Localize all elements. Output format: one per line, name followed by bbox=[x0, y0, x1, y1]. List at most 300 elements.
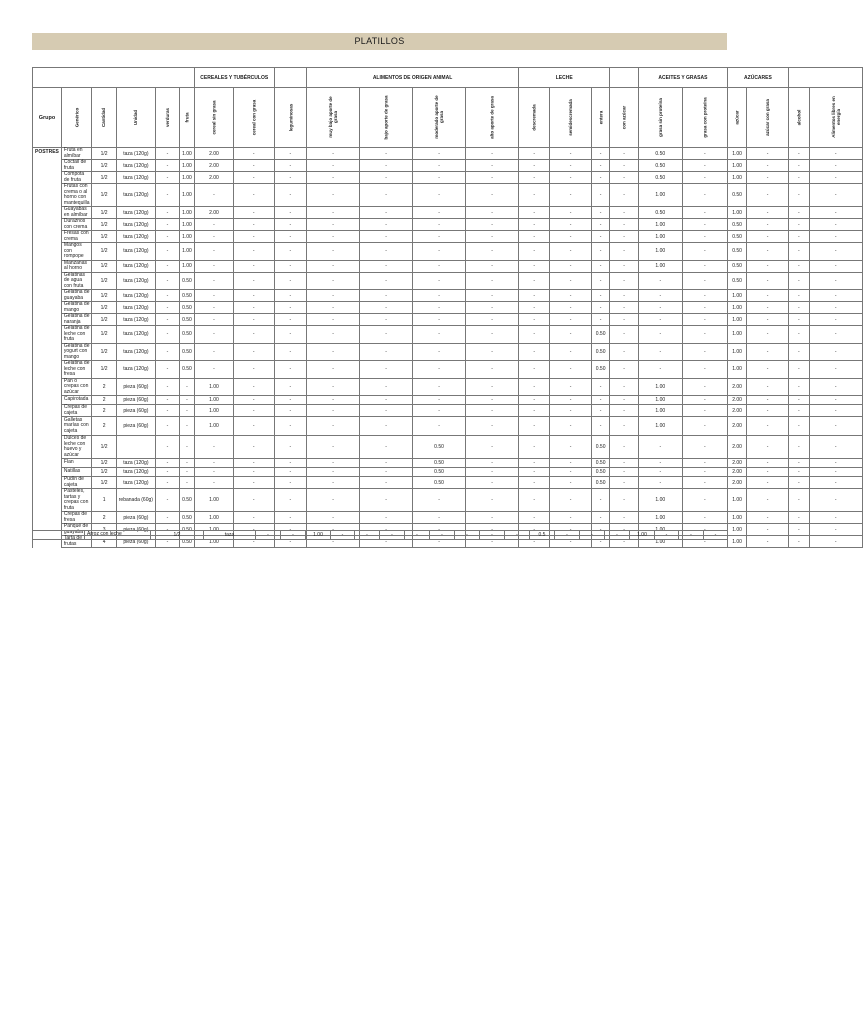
cell-value: - bbox=[682, 536, 727, 548]
cell-value: - bbox=[413, 343, 466, 361]
cell-value: - bbox=[155, 326, 179, 344]
cell-generico: Pan o crepas con azúcar bbox=[61, 378, 92, 396]
cell-value: 1.00 bbox=[179, 260, 194, 272]
cell-value: - bbox=[466, 172, 519, 184]
cell-value: - bbox=[682, 436, 727, 459]
cell-value: - bbox=[274, 436, 307, 459]
cell-value: - bbox=[519, 219, 550, 231]
cell-value: - bbox=[455, 531, 480, 540]
cell-value: - bbox=[747, 172, 789, 184]
cell-value: - bbox=[747, 512, 789, 524]
category-blank-end bbox=[788, 68, 862, 88]
cell-unidad: rebanada (60g) bbox=[116, 489, 155, 512]
cell-value: - bbox=[519, 314, 550, 326]
table-row bbox=[33, 405, 863, 417]
category-blank bbox=[33, 68, 195, 88]
cell-value: - bbox=[550, 219, 592, 231]
cell-value: - bbox=[274, 405, 307, 417]
cell-cantidad: 2 bbox=[92, 378, 116, 396]
cell-value: - bbox=[234, 314, 275, 326]
table-row bbox=[33, 148, 863, 160]
cell-value: - bbox=[234, 459, 275, 468]
cell-grupo bbox=[33, 361, 62, 379]
cell-value: - bbox=[307, 231, 360, 243]
cell-value: - bbox=[747, 468, 789, 477]
cell-value: - bbox=[610, 172, 639, 184]
cell-cantidad: 1/2 bbox=[92, 302, 116, 314]
cell-value: 2.00 bbox=[727, 459, 746, 468]
cell-value: - bbox=[413, 361, 466, 379]
cell-value: - bbox=[747, 436, 789, 459]
cell-value: 0.50 bbox=[413, 459, 466, 468]
cell-value: - bbox=[591, 231, 610, 243]
cell-generico: Galletas marías con cajeta bbox=[61, 417, 92, 436]
cell-cantidad: 1/2 bbox=[92, 343, 116, 361]
cell-value: - bbox=[274, 326, 307, 344]
cell-value: - bbox=[747, 459, 789, 468]
cell-value: - bbox=[638, 459, 682, 468]
cell-value: 1.00 bbox=[179, 184, 194, 207]
cell-value: 0.50 bbox=[638, 160, 682, 172]
cell-value: - bbox=[234, 417, 275, 436]
col-libres: Alimentos libres en energía bbox=[809, 88, 862, 148]
cell-value: - bbox=[809, 184, 862, 207]
col-con-azucar: con azúcar bbox=[610, 88, 639, 148]
cell-value: - bbox=[155, 219, 179, 231]
cell-value: - bbox=[234, 512, 275, 524]
cell-value: - bbox=[610, 184, 639, 207]
cell-value: - bbox=[155, 489, 179, 512]
cell-value: - bbox=[179, 405, 194, 417]
cell-value: - bbox=[747, 314, 789, 326]
cell-value: - bbox=[519, 160, 550, 172]
cell-value: - bbox=[638, 477, 682, 489]
cell-value: 0.50 bbox=[591, 477, 610, 489]
table-row bbox=[33, 396, 863, 405]
cell-value: - bbox=[466, 468, 519, 477]
cell-value: - bbox=[155, 405, 179, 417]
cell-value: 2.00 bbox=[727, 396, 746, 405]
cell-value: - bbox=[194, 361, 233, 379]
cell-value: 0.50 bbox=[413, 477, 466, 489]
cell-generico: Panqué de guayaba bbox=[61, 524, 92, 536]
cell-value: 1.00 bbox=[638, 524, 682, 536]
cell-value: - bbox=[413, 243, 466, 261]
cell-value: - bbox=[788, 468, 809, 477]
cell-value: 2.00 bbox=[194, 172, 233, 184]
cell-value: - bbox=[809, 302, 862, 314]
cell-value: - bbox=[466, 343, 519, 361]
cell-value: - bbox=[307, 524, 360, 536]
category-azucares: AZÚCARES bbox=[727, 68, 788, 88]
cell-value: 0.50 bbox=[179, 302, 194, 314]
cell-value: - bbox=[360, 489, 413, 512]
cell-value: - bbox=[550, 184, 592, 207]
cell-value: - bbox=[591, 148, 610, 160]
cell-value: - bbox=[234, 207, 275, 219]
cell-cantidad: 4 bbox=[92, 536, 116, 548]
col-bajo-grasa: bajo aporte de grasa bbox=[360, 88, 413, 148]
table-row bbox=[33, 378, 863, 396]
table-row bbox=[33, 436, 863, 459]
cell-value: - bbox=[788, 436, 809, 459]
cell-value: - bbox=[155, 243, 179, 261]
cell-value: 2.00 bbox=[194, 160, 233, 172]
cell-value: 1.00 bbox=[727, 302, 746, 314]
cell-value: - bbox=[682, 405, 727, 417]
cell-value: - bbox=[413, 219, 466, 231]
cell-value: - bbox=[550, 536, 592, 548]
cell-value: - bbox=[466, 207, 519, 219]
cell-value: - bbox=[274, 148, 307, 160]
table-row bbox=[33, 302, 863, 314]
cell-value: - bbox=[788, 243, 809, 261]
cell-value: - bbox=[234, 219, 275, 231]
cell-cantidad: 1/2 bbox=[92, 207, 116, 219]
cell-value: - bbox=[155, 231, 179, 243]
cell-unidad: taza (120g) bbox=[116, 160, 155, 172]
cell-value: - bbox=[747, 207, 789, 219]
cell-value: - bbox=[747, 489, 789, 512]
cell-value: - bbox=[307, 477, 360, 489]
cell-value: 1.00 bbox=[638, 243, 682, 261]
cell-value: - bbox=[591, 260, 610, 272]
cell-value: - bbox=[747, 361, 789, 379]
cell-value: - bbox=[610, 272, 639, 290]
cell-value: 0.50 bbox=[179, 314, 194, 326]
cell-value: - bbox=[682, 243, 727, 261]
cell-value: - bbox=[274, 260, 307, 272]
cell-value: - bbox=[682, 260, 727, 272]
cell-value: 0.50 bbox=[179, 536, 194, 548]
cell-grupo bbox=[33, 531, 85, 540]
cell-value: - bbox=[234, 536, 275, 548]
cell-value: - bbox=[788, 417, 809, 436]
col-moderado-grasa: moderado aporte de grasa bbox=[413, 88, 466, 148]
cell-generico: Pasteles, tartas y crepas con fruta bbox=[61, 489, 92, 512]
cell-value: - bbox=[360, 417, 413, 436]
cell-value: - bbox=[591, 396, 610, 405]
cell-value: - bbox=[519, 512, 550, 524]
cell-grupo bbox=[33, 343, 62, 361]
cell-cantidad: 1/2 bbox=[92, 468, 116, 477]
cell-value: - bbox=[610, 459, 639, 468]
cell-unidad: taza (120g) bbox=[116, 468, 155, 477]
cell-value: - bbox=[682, 459, 727, 468]
cell-value: - bbox=[274, 219, 307, 231]
cell-value: - bbox=[360, 302, 413, 314]
cell-value: - bbox=[194, 343, 233, 361]
cell-value: 2.00 bbox=[727, 417, 746, 436]
cell-value: - bbox=[274, 184, 307, 207]
cell-grupo bbox=[33, 160, 62, 172]
cell-value: - bbox=[747, 290, 789, 302]
table-row bbox=[33, 290, 863, 302]
cell-generico: Fresas con crema bbox=[61, 231, 92, 243]
cell-value: - bbox=[155, 160, 179, 172]
cell-value: - bbox=[307, 459, 360, 468]
cell-value: - bbox=[413, 148, 466, 160]
table-row bbox=[33, 243, 863, 261]
cell-value: - bbox=[519, 536, 550, 548]
cell-value: - bbox=[610, 378, 639, 396]
cell-value: - bbox=[234, 302, 275, 314]
col-alto-grasa: alto aporte de grasa bbox=[466, 88, 519, 148]
category-blank-leguminosas bbox=[274, 68, 307, 88]
cell-generico: Crepas de fresa bbox=[61, 512, 92, 524]
cell-value: - bbox=[194, 231, 233, 243]
cell-cantidad: 1/2 bbox=[92, 172, 116, 184]
cell-value: - bbox=[274, 536, 307, 548]
cell-value: - bbox=[638, 326, 682, 344]
table-row bbox=[33, 531, 728, 540]
cell-value: - bbox=[234, 231, 275, 243]
cell-value: - bbox=[747, 160, 789, 172]
cell-value: - bbox=[682, 489, 727, 512]
cell-value: 0.50 bbox=[179, 326, 194, 344]
cell-value: - bbox=[682, 160, 727, 172]
cell-value: 1.00 bbox=[727, 314, 746, 326]
cell-value: - bbox=[234, 160, 275, 172]
cell-value: - bbox=[466, 436, 519, 459]
cell-value: - bbox=[360, 260, 413, 272]
cell-value: - bbox=[466, 489, 519, 512]
cell-value: - bbox=[307, 160, 360, 172]
cell-value: - bbox=[591, 489, 610, 512]
cell-grupo bbox=[33, 477, 62, 489]
cell-value: - bbox=[466, 361, 519, 379]
cell-value: - bbox=[274, 314, 307, 326]
cell-value: - bbox=[788, 207, 809, 219]
extra-row-table bbox=[32, 530, 728, 540]
cell-value: - bbox=[194, 184, 233, 207]
cell-value: - bbox=[234, 148, 275, 160]
cell-value: - bbox=[360, 326, 413, 344]
cell-value: - bbox=[274, 489, 307, 512]
cell-value: - bbox=[809, 361, 862, 379]
cell-value: - bbox=[466, 260, 519, 272]
cell-grupo bbox=[33, 272, 62, 290]
cell-value: - bbox=[519, 243, 550, 261]
cell-value: - bbox=[550, 231, 592, 243]
col-leguminosas: leguminosas bbox=[274, 88, 307, 148]
cell-value: - bbox=[809, 272, 862, 290]
cell-value: - bbox=[413, 326, 466, 344]
cell-value: - bbox=[682, 231, 727, 243]
cell-unidad: taza (120g) bbox=[116, 243, 155, 261]
cell-value: - bbox=[360, 160, 413, 172]
cell-value: - bbox=[155, 260, 179, 272]
cell-value: - bbox=[360, 184, 413, 207]
cell-value: - bbox=[550, 314, 592, 326]
cell-value: - bbox=[682, 272, 727, 290]
cell-value: - bbox=[809, 468, 862, 477]
cell-value: - bbox=[466, 378, 519, 396]
cell-value: - bbox=[747, 524, 789, 536]
cell-value: - bbox=[307, 396, 360, 405]
cell-cantidad: 1/2 bbox=[92, 231, 116, 243]
cell-value: 1.00 bbox=[630, 531, 655, 540]
cell-value: - bbox=[413, 207, 466, 219]
cell-value: 0.50 bbox=[179, 343, 194, 361]
cell-value: - bbox=[788, 260, 809, 272]
cell-value: - bbox=[550, 290, 592, 302]
cell-generico: Crepas de cajeta bbox=[61, 405, 92, 417]
cell-value: - bbox=[155, 361, 179, 379]
cell-value: 0.50 bbox=[591, 361, 610, 379]
cell-value: 2.00 bbox=[727, 477, 746, 489]
cell-value: - bbox=[155, 417, 179, 436]
cell-generico: Guayabas en almíbar bbox=[61, 207, 92, 219]
cell-value: - bbox=[788, 489, 809, 512]
cell-value: - bbox=[505, 531, 530, 540]
platillos-table bbox=[32, 67, 863, 548]
cell-value: - bbox=[466, 512, 519, 524]
cell-value: - bbox=[274, 477, 307, 489]
cell-unidad: taza (120g) bbox=[116, 231, 155, 243]
cell-value: - bbox=[466, 477, 519, 489]
cell-value: 0.50 bbox=[179, 489, 194, 512]
cell-value: - bbox=[179, 459, 194, 468]
cell-value: - bbox=[234, 468, 275, 477]
cell-value: 1.00 bbox=[179, 243, 194, 261]
table-row bbox=[33, 231, 863, 243]
category-blank-con-azucar bbox=[610, 68, 639, 88]
cell-value: - bbox=[591, 536, 610, 548]
cell-generico: Dulces de leche con huevo y azúcar bbox=[61, 436, 92, 459]
cell-cantidad: 1/2 bbox=[92, 361, 116, 379]
cell-value: - bbox=[682, 302, 727, 314]
cell-value: - bbox=[519, 396, 550, 405]
cell-value: 0.50 bbox=[179, 290, 194, 302]
cell-value: 1.00 bbox=[638, 378, 682, 396]
col-fruta: fruta bbox=[179, 88, 194, 148]
cell-value: - bbox=[550, 512, 592, 524]
cell-value: - bbox=[413, 184, 466, 207]
cell-value: - bbox=[179, 436, 194, 459]
cell-value: - bbox=[809, 148, 862, 160]
cell-value: - bbox=[466, 459, 519, 468]
cell-value: - bbox=[682, 207, 727, 219]
cell-value: - bbox=[413, 417, 466, 436]
category-animal: ALIMENTOS DE ORIGEN ANIMAL bbox=[307, 68, 519, 88]
cell-value: - bbox=[360, 290, 413, 302]
cell-grupo bbox=[33, 512, 62, 524]
cell-generico: Gelatina de guayaba bbox=[61, 290, 92, 302]
cell-cantidad: 1/2 bbox=[92, 219, 116, 231]
cell-value: - bbox=[274, 272, 307, 290]
cell-value: - bbox=[519, 184, 550, 207]
cell-value: 1.00 bbox=[179, 172, 194, 184]
cell-value: - bbox=[234, 489, 275, 512]
cell-cantidad: 2 bbox=[92, 405, 116, 417]
cell-value: - bbox=[610, 489, 639, 512]
cell-value: - bbox=[809, 417, 862, 436]
cell-value: - bbox=[809, 172, 862, 184]
cell-value: - bbox=[234, 343, 275, 361]
cell-value: - bbox=[405, 531, 430, 540]
cell-value: - bbox=[519, 302, 550, 314]
cell-value: - bbox=[360, 405, 413, 417]
cell-cantidad: 1 bbox=[92, 489, 116, 512]
cell-value: - bbox=[610, 512, 639, 524]
cell-value: - bbox=[550, 436, 592, 459]
cell-value: - bbox=[550, 272, 592, 290]
cell-value: - bbox=[747, 148, 789, 160]
cell-value: - bbox=[194, 290, 233, 302]
cell-value: 1.00 bbox=[727, 343, 746, 361]
cell-value: - bbox=[413, 272, 466, 290]
cell-value: - bbox=[413, 378, 466, 396]
cell-value: - bbox=[360, 207, 413, 219]
cell-value: - bbox=[413, 260, 466, 272]
cell-value: - bbox=[591, 314, 610, 326]
cell-value: - bbox=[360, 148, 413, 160]
cell-value: - bbox=[307, 148, 360, 160]
cell-value: - bbox=[234, 260, 275, 272]
table-row bbox=[33, 512, 863, 524]
cell-value: 0.50 bbox=[638, 148, 682, 160]
cell-value: - bbox=[194, 314, 233, 326]
cell-value: - bbox=[234, 524, 275, 536]
cell-generico: Manzanas al horno bbox=[61, 260, 92, 272]
cell-value: - bbox=[519, 477, 550, 489]
cell-value: - bbox=[638, 314, 682, 326]
cell-value: - bbox=[788, 302, 809, 314]
cell-value: - bbox=[194, 272, 233, 290]
cell-cantidad: 2 bbox=[92, 417, 116, 436]
cell-value: - bbox=[809, 207, 862, 219]
cell-grupo bbox=[33, 184, 62, 207]
cell-value: - bbox=[809, 326, 862, 344]
cell-value: - bbox=[638, 290, 682, 302]
cell-value: - bbox=[307, 272, 360, 290]
table-row bbox=[33, 207, 863, 219]
cell-value: 1.00 bbox=[727, 536, 746, 548]
cell-value: 1.00 bbox=[194, 489, 233, 512]
cell-value: 0.50 bbox=[727, 184, 746, 207]
cell-value: - bbox=[360, 524, 413, 536]
cell-value: - bbox=[466, 148, 519, 160]
cell-value: - bbox=[274, 524, 307, 536]
cell-grupo bbox=[33, 326, 62, 344]
cell-value: - bbox=[413, 290, 466, 302]
cell-value: - bbox=[747, 417, 789, 436]
cell-value: - bbox=[610, 326, 639, 344]
cell-value: - bbox=[360, 396, 413, 405]
cell-value: - bbox=[788, 184, 809, 207]
cell-value: - bbox=[466, 219, 519, 231]
cell-value: 0.50 bbox=[638, 207, 682, 219]
cell-value: - bbox=[466, 302, 519, 314]
cell-value: - bbox=[788, 160, 809, 172]
col-azucar-con-grasa: azúcar con grasa bbox=[747, 88, 789, 148]
cell-value: - bbox=[519, 459, 550, 468]
cell-value: - bbox=[682, 219, 727, 231]
cell-value: - bbox=[550, 396, 592, 405]
cell-value: - bbox=[682, 184, 727, 207]
cell-value: - bbox=[788, 361, 809, 379]
cell-value: - bbox=[610, 343, 639, 361]
cell-value: - bbox=[638, 436, 682, 459]
cell-unidad: taza (120g) bbox=[116, 459, 155, 468]
cell-value: 0.50 bbox=[727, 260, 746, 272]
cell-value: - bbox=[413, 231, 466, 243]
cell-value: 0.50 bbox=[591, 343, 610, 361]
cell-value: - bbox=[747, 396, 789, 405]
cell-value: - bbox=[610, 219, 639, 231]
cell-grupo bbox=[33, 243, 62, 261]
